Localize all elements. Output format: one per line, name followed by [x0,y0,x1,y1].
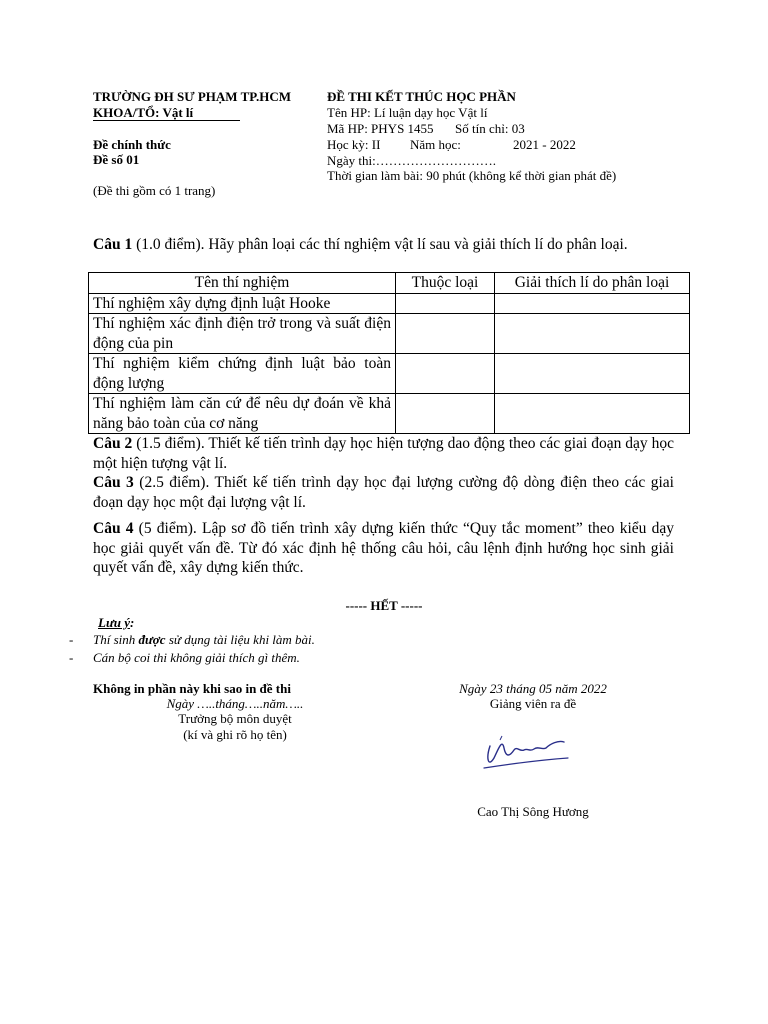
exam-duration: Thời gian làm bài: 90 phút (không kể thời gian phát đề) [327,168,617,183]
table-header-name: Tên thí nghiệm [89,273,396,294]
table-cell-reason [495,354,690,394]
notes-title-colon: : [129,615,135,630]
lecturer-role: Giảng viên ra đề [489,696,577,711]
signature-image [480,728,572,776]
official-label: Đề chính thức [93,137,171,152]
notes-item-1-bold: được [138,632,166,647]
header-underline [93,120,240,121]
notes-item-1-post: sử dụng tài liệu khi làm bài. [165,632,315,647]
course-name: Tên HP: Lí luận dạy học Vật lí [327,105,488,120]
exam-date: Ngày thi:………………………. [327,153,496,168]
table-row [89,354,690,394]
lecturer-name: Cao Thị Sông Hương [477,804,589,819]
notes-bullet: - [69,632,74,647]
question-4 [93,519,674,578]
table-cell-name: Thí nghiệm xây dựng định luật Hooke [89,293,396,314]
table-row [89,293,690,314]
notes-item-2: Cán bộ coi thi không giải thích gì thêm. [93,650,300,665]
exam-title: ĐỀ THI KẾT THÚC HỌC PHẦN [327,89,516,104]
no-print-note: Không in phần này khi sao in đề thi [93,681,291,696]
question-1-label: Câu 1 [93,236,133,253]
table-cell-type [396,354,495,394]
table-row [89,314,690,354]
notes-title-text: Lưu ý [98,615,130,630]
school-name: TRƯỜNG ĐH SƯ PHẠM TP.HCM [93,89,292,104]
course-code: Mã HP: PHYS 1455 [327,121,434,136]
table-cell-name: Thí nghiệm làm căn cứ để nêu dự đoán về khả năng bảo toàn của cơ năng [89,394,396,434]
question-3 [93,473,674,512]
year-value: 2021 - 2022 [513,137,576,152]
question-3-label: Câu 3 [93,474,134,491]
sign-instruction: (kí và ghi rõ họ tên) [183,727,287,742]
notes-bullet: - [69,650,74,665]
exam-number: Đề số 01 [93,152,140,167]
table-cell-type [396,314,495,354]
question-4-label: Câu 4 [93,520,134,537]
signature-tick [500,736,502,740]
table-row [89,394,690,434]
table-cell-name: Thí nghiệm xác định điện trở trong và suất điện động của pin [89,314,396,354]
table-cell-type [396,293,495,314]
notes-item-1 [93,631,315,648]
head-of-department: Trưởng bộ môn duyệt [178,711,292,726]
table-cell-reason [495,394,690,434]
signature-underline [484,758,568,768]
table-cell-reason [495,293,690,314]
approval-date-blank: Ngày …..tháng…..năm….. [166,696,304,711]
table-cell-type [396,394,495,434]
question-3-text: (2.5 điểm). Thiết kế tiến trình dạy học đại lượng cường độ dòng điện theo các giai đoạn dạy học một đại lượng vật lí. [93,474,674,511]
question-2-label: Câu 2 [93,435,133,452]
question-1 [93,235,674,255]
table-cell-name: Thí nghiệm kiểm chứng định luật bảo toàn động lượng [89,354,396,394]
question-2 [93,434,674,473]
table-cell-reason [495,314,690,354]
question-1-text: (1.0 điểm). Hãy phân loại các thí nghiệm vật lí sau và giải thích lí do phân loại. [132,236,628,253]
pages-note: (Đề thi gồm có 1 trang) [93,183,216,198]
notes-title [98,614,134,631]
table-header-reason: Giải thích lí do phân loại [495,273,690,294]
end-marker: ----- HẾT ----- [345,598,423,613]
experiment-table [88,272,690,434]
table-header-row [89,273,690,294]
semester: Học kỳ: II [327,137,381,152]
faculty-name: KHOA/TỔ: Vật lí [93,105,194,120]
issue-date: Ngày 23 tháng 05 năm 2022 [459,681,607,696]
question-2-text: (1.5 điểm). Thiết kế tiến trình dạy học hiện tượng dao động theo các giai đoạn dạy học một hiện tượng vật lí. [93,435,674,472]
question-4-text: (5 điểm). Lập sơ đồ tiến trình xây dựng kiến thức “Quy tắc moment” theo kiểu dạy học giải quyết vấn đề. Từ đó xác định hệ thống câu hỏi, câu lệnh định hướng học sinh giải quyết vấn đề, xây dựng kiến thức. [93,520,674,576]
notes-item-1-pre: Thí sinh [93,632,139,647]
table-header-type: Thuộc loại [396,273,495,294]
year-label: Năm học: [410,137,461,152]
credits: Số tín chỉ: 03 [455,121,525,136]
